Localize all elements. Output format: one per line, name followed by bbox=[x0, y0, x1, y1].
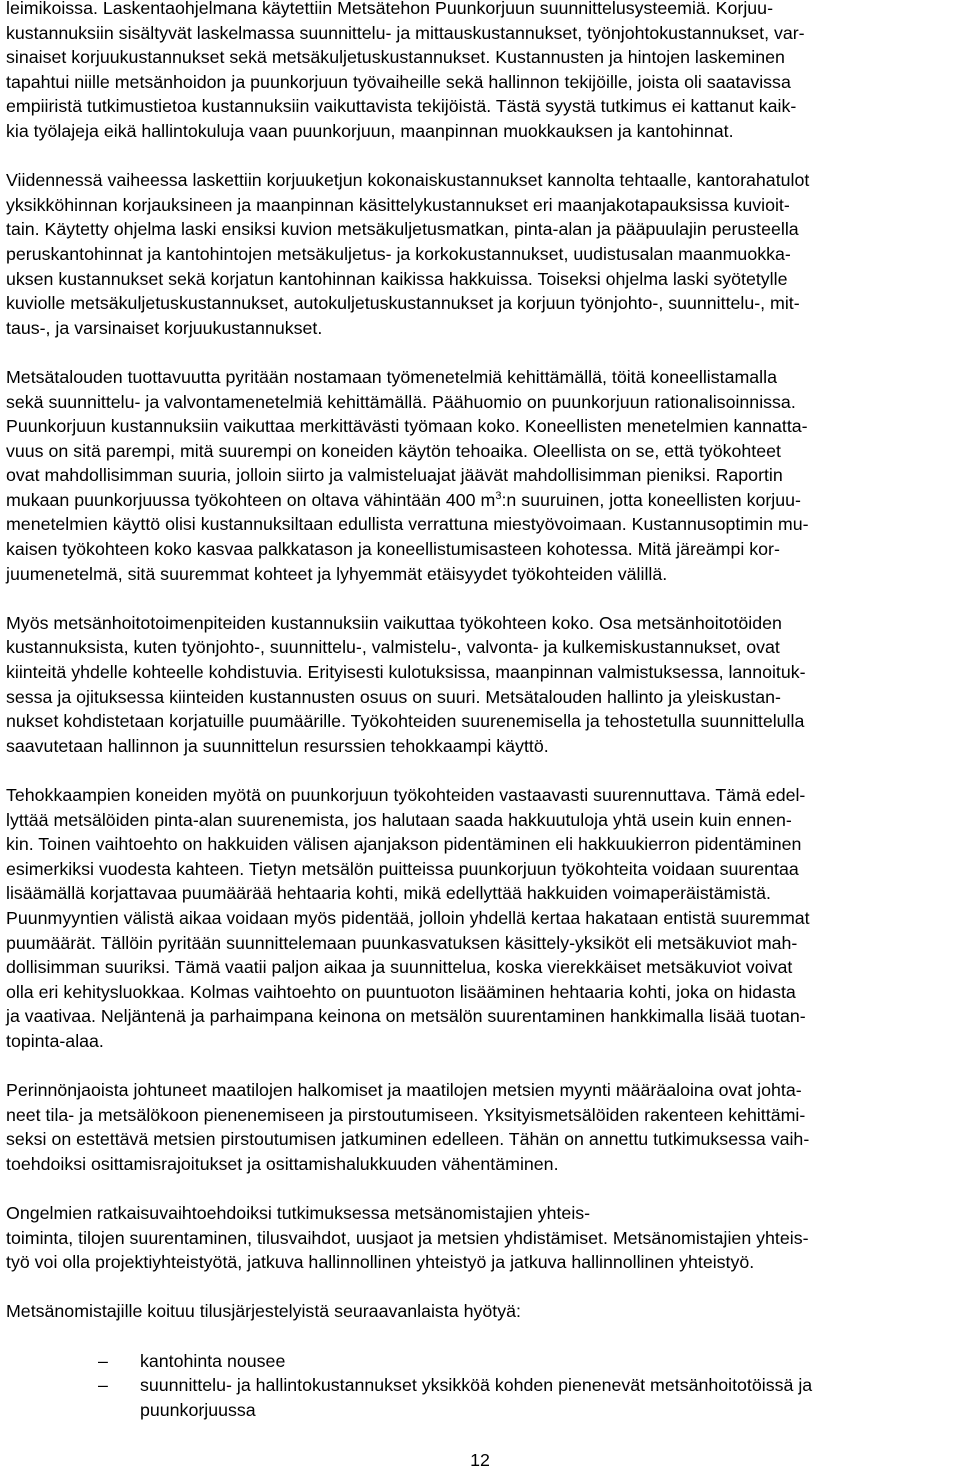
text-segment: :n suuruinen, jotta koneellisten korjuu- bbox=[501, 489, 801, 510]
text-line: vuus on sitä parempi, mitä suurempi on koneiden käytön tehoaika. Oleellista on se, että työkohteet bbox=[6, 440, 781, 461]
text-line: kustannuksiin sisältyvät laskelmassa suunnittelu- ja mittauskustannukset, työnjohtokustannukset, var- bbox=[6, 22, 805, 43]
paragraph-1 bbox=[6, 0, 954, 144]
text-line: lyttää metsälöiden pinta-alan suurenemista, jos halutaan saada hakkuutuloja yhtä usein kuin ennen- bbox=[6, 809, 792, 830]
paragraph-gap bbox=[6, 144, 954, 169]
list-item-text: puunkorjuussa bbox=[140, 1399, 256, 1420]
text-line: neet tila- ja metsälökoon pienenemiseen ja pirstoutumiseen. Yksityismetsälöiden rakenteen kehittämi- bbox=[6, 1104, 806, 1125]
text-line: Ongelmien ratkaisuvaihtoehdoiksi tutkimuksessa metsänomistajien yhteis- bbox=[6, 1203, 591, 1224]
text-line: tain. Käytetty ohjelma laski ensiksi kuvion metsäkuljetusmatkan, pinta-alan ja pääpuulajin perusteella bbox=[6, 219, 799, 240]
text-line: leimikoissa. Laskentaohjelmana käytettiin Metsätehon Puunkorjuun suunnittelusysteemiä. Korjuu- bbox=[6, 0, 773, 18]
text-line: toiminta, tilojen suurentaminen, tilusvaihdot, uusjaot ja metsien yhdistämiset. Metsänomistajien yhteis- bbox=[6, 1227, 809, 1248]
text-line: Puunmyyntien välistä aikaa voidaan myös pidentää, jolloin yhdellä kertaa hakataan entistä suuremmat bbox=[6, 907, 810, 928]
list-item bbox=[6, 1349, 954, 1374]
text-line: Perinnönjaoista johtuneet maatilojen halkomiset ja maatilojen metsien myynti määräaloina ovat johta- bbox=[6, 1080, 802, 1101]
text-line: kustannuksista, kuten työnjohto-, suunnittelu-, valmistelu-, valvonta- ja kulkemiskustannukset, ovat bbox=[6, 637, 780, 658]
text-line: sessa ja ojituksessa kiinteiden kustannusten osuus on suuri. Metsätalouden hallinto ja yleiskustan- bbox=[6, 686, 781, 707]
text-line-with-superscript bbox=[6, 488, 954, 513]
text-line: dollisimman suuriksi. Tämä vaatii paljon aikaa ja suunnittelua, koska vierekkäiset metsäkuviot voivat bbox=[6, 957, 793, 978]
paragraph-gap bbox=[6, 1275, 954, 1300]
paragraph-gap bbox=[6, 1324, 954, 1349]
text-line: kaisen työkohteen koko kasvaa palkkatason ja koneellistumisasteen kohotessa. Mitä järeämpi kor- bbox=[6, 539, 780, 560]
text-line: Tehokkaampien koneiden myötä on puunkorjuun työkohteiden vastaavasti suurennuttava. Tämä edel- bbox=[6, 785, 806, 805]
text-line: olla eri kehitysluokkaa. Kolmas vaihtoehto on puuntuoton lisääminen hehtaaria kohti, joka on hidasta bbox=[6, 981, 796, 1002]
text-line: empiiristä tutkimustietoa kustannuksiin vaikuttavista tekijöistä. Tästä syystä tutkimus ei kattanut kaik- bbox=[6, 96, 797, 117]
text-segment: mukaan puunkorjuussa työkohteen on oltava vähintään 400 m bbox=[6, 489, 496, 510]
paragraph-gap bbox=[6, 1177, 954, 1202]
text-line: nukset kohdistetaan korjatuille puumäärille. Työkohteiden suurenemisella ja tehostetulla suunnittelulla bbox=[6, 711, 805, 732]
list-item-text: suunnittelu- ja hallintokustannukset yksikköä kohden pienenevät metsänhoitotöissä ja bbox=[140, 1375, 813, 1396]
paragraph-3 bbox=[6, 365, 954, 586]
text-line: ja vaativaa. Neljäntenä ja parhaimpana keinona on metsälön suurentaminen hankkimalla lisää tuotan- bbox=[6, 1006, 806, 1027]
text-line: sekä suunnittelu- ja valvontamenetelmiä kehittämällä. Päähuomio on puunkorjuun rationalisoinnissa. bbox=[6, 391, 796, 412]
list-item bbox=[6, 1373, 954, 1422]
text-line: Puunkorjuun kustannuksiin vaikuttaa merkittävästi työmaan koko. Koneellisten menetelmien kannatta- bbox=[6, 416, 808, 437]
text-line: kin. Toinen vaihtoehto on hakkuiden välisen ajanjakson pidentäminen eli hakkuukierron pidentäminen bbox=[6, 834, 802, 855]
paragraph-gap bbox=[6, 586, 954, 611]
text-line: esimerkiksi vuodesta kahteen. Tietyn metsälön puitteissa puunkorjuun työkohteita voidaan suurentaa bbox=[6, 858, 799, 879]
text-line: tapahtui niille metsänhoidon ja puunkorjuun työvaiheille sekä hallinnon tekijöille, joista oli saatavissa bbox=[6, 71, 791, 92]
paragraph-7 bbox=[6, 1201, 954, 1275]
text-line: toehdoiksi osittamisrajoitukset ja osittamishalukkuuden vähentäminen. bbox=[6, 1153, 559, 1174]
paragraph-gap bbox=[6, 340, 954, 365]
superscript: 3 bbox=[495, 489, 502, 502]
paragraph-2 bbox=[6, 168, 954, 340]
paragraph-5 bbox=[6, 783, 954, 1054]
text-line: taus-, ja varsinaiset korjuukustannukset. bbox=[6, 317, 323, 338]
text-line: Myös metsänhoitotoimenpiteiden kustannuksiin vaikuttaa työkohteen koko. Osa metsänhoitotöiden bbox=[6, 612, 782, 633]
text-line: kiinteitä yhdelle kohteelle kohdistuvia. Erityisesti kulotuksissa, maanpinnan valmistuksessa, lannoituk- bbox=[6, 662, 806, 683]
benefit-list bbox=[6, 1349, 954, 1423]
text-line: lisäämällä korjattavaa puumäärää hehtaaria kohti, mikä edellyttää hakkuiden voimaperäistämistä. bbox=[6, 883, 772, 904]
paragraph-gap bbox=[6, 758, 954, 783]
text-line: kia työlajeja eikä hallintokuluja vaan puunkorjuun, maanpinnan muokkauksen ja kantohinnat. bbox=[6, 120, 734, 141]
document-page bbox=[6, 0, 954, 1422]
text-line: peruskantohinnat ja kantohintojen metsäkuljetus- ja korkokustannukset, uudistusalan maanmuokka- bbox=[6, 243, 791, 264]
paragraph-4 bbox=[6, 611, 954, 759]
text-line: Metsätalouden tuottavuutta pyritään nostamaan työmenetelmiä kehittämällä, töitä koneellistamalla bbox=[6, 366, 777, 387]
paragraph-6 bbox=[6, 1078, 954, 1176]
dash-bullet: – bbox=[98, 1375, 108, 1396]
text-line: uksen kustannukset sekä korjatun kantohinnan kaikissa hakkuissa. Toiseksi ohjelma laski syötetylle bbox=[6, 268, 788, 289]
text-line: topinta-alaa. bbox=[6, 1030, 104, 1051]
text-line: seksi on estettävä metsien pirstoutumisen jatkuminen edelleen. Tähän on annettu tutkimuksessa vaih- bbox=[6, 1129, 810, 1150]
text-line: sinaiset korjuukustannukset sekä metsäkuljetuskustannukset. Kustannusten ja hintojen laskeminen bbox=[6, 47, 785, 68]
text-line: työ voi olla projektiyhteistyötä, jatkuva hallinnollinen yhteistyö ja jatkuva hallinnollinen yhteistyö. bbox=[6, 1252, 755, 1273]
text-line: menetelmien käyttö olisi kustannuksiltaan edullista verrattuna miestyövoimaan. Kustannusoptimin mu- bbox=[6, 514, 809, 535]
list-intro: Metsänomistajille koituu tilusjärjestelyistä seuraavanlaista hyötyä: bbox=[6, 1301, 521, 1322]
text-line: Viidennessä vaiheessa laskettiin korjuuketjun kokonaiskustannukset kannolta tehtaalle, kantorahatulot bbox=[6, 170, 810, 191]
text-line: ovat mahdollisimman suuria, jolloin siirto ja valmisteluajat jäävät mahdollisimman pieniksi. Raportin bbox=[6, 465, 783, 486]
text-line: yksikköhinnan korjauksineen ja maanpinnan käsittelykustannukset eri maanjakotapauksissa kuvioit- bbox=[6, 194, 790, 215]
text-line: saavutetaan hallinnon ja suunnittelun resurssien tehokkaampi käyttö. bbox=[6, 735, 549, 756]
page-number: 12 bbox=[470, 1450, 490, 1470]
dash-bullet: – bbox=[98, 1350, 108, 1371]
text-line: juumenetelmä, sitä suuremmat kohteet ja lyhyemmät etäisyydet työkohteiden välillä. bbox=[6, 563, 668, 584]
text-line: kuviolle metsäkuljetuskustannukset, autokuljetuskustannukset ja korjuun työnjohto-, suunnittelu-, mit- bbox=[6, 293, 800, 314]
list-item-text: kantohinta nousee bbox=[140, 1350, 286, 1371]
paragraph-gap bbox=[6, 1054, 954, 1079]
text-line: puumäärät. Tällöin pyritään suunnittelemaan puunkasvatuksen käsittely-yksiköt eli metsäkuviot mah- bbox=[6, 932, 798, 953]
